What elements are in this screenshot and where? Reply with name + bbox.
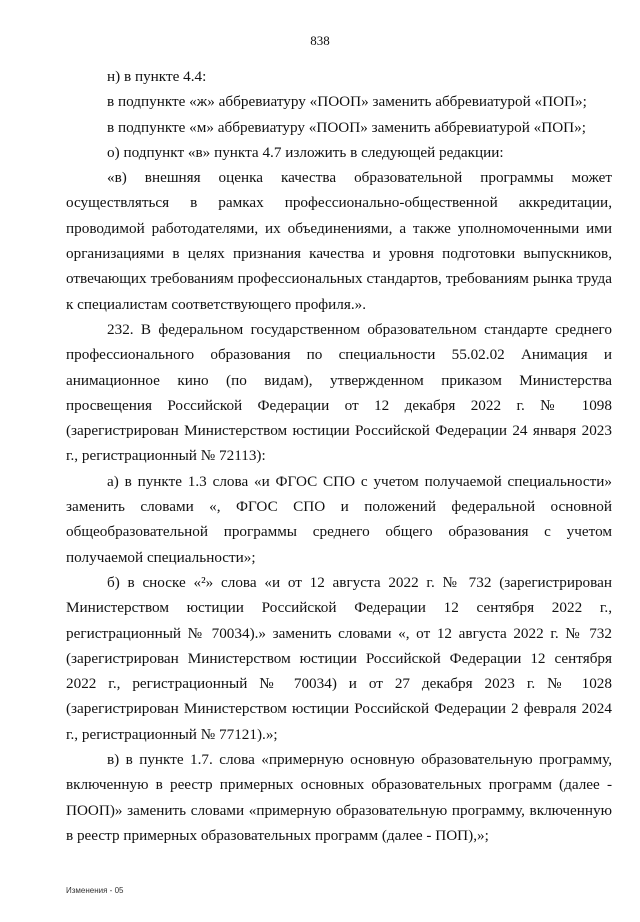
paragraph-item-n: н) в пункте 4.4: — [107, 68, 207, 85]
paragraph-quoted-text: «в) внешняя оценка качества образовательной программы может осуществляться в рамках профессионально-общественной аккредитации, проводимой работодателями, их объединениями, а также уполномоченными ими организациями в целях признания качества и уровня подготовки выпускников, отвечающих требованиям профессиональных стандартов, требованиям рынка труда к специалистам соответствующего профиля.». — [66, 169, 612, 313]
paragraph-subitem-m: в подпункте «м» аббревиатуру «ПООП» заменить аббревиатурой «ПОП»; — [107, 118, 586, 136]
footer-label: Изменения - 05 — [66, 886, 124, 895]
paragraph-subitem-zh: в подпункте «ж» аббревиатуру «ПООП» заменить аббревиатурой «ПОП»; — [107, 93, 587, 111]
paragraph-item-b: б) в сноске «²» слова «и от 12 августа 2022 г. № 732 (зарегистрирован Министерством юстиции Российской Федерации 12 сентября 2022 г., регистрационный № 70034).» заменить словами «, от 12 августа 2022 г. № 732 (зарегистрирован Министерством юстиции Российской Федерации 12 сентября 2022 г., регистрационный № 70034) и от 27 декабря 2023 г. № 1028 (зарегистрирован Министерством юстиции Российской Федерации 2 февраля 2024 г., регистрационный № 77121).»; — [66, 573, 612, 743]
paragraph-item-232: 232. В федеральном государственном образовательном стандарте среднего профессионального образования по специальности 55.02.02 Анимация и анимационное кино (по видам), утвержденном приказом Министерства просвещения Российской Федерации от 12 декабря 2022 г. № 1098 (зарегистрирован Министерством юстиции Российской Федерации 24 января 2023 г., регистрационный № 72113): — [66, 320, 612, 465]
paragraph-item-o: о) подпункт «в» пункта 4.7 изложить в следующей редакции: — [107, 143, 504, 161]
paragraph-item-v: в) в пункте 1.7. слова «примерную основную образовательную программу, включенную в реестр примерных основных образовательных программ (далее - ПООП)» заменить словами «примерную образовательную программу, включенную в реестр примерных образовательных программ (далее - ПОП),»; — [66, 751, 612, 844]
document-body — [66, 64, 612, 848]
page-number: 838 — [310, 33, 330, 48]
paragraph-item-a: а) в пункте 1.3 слова «и ФГОС СПО с учетом получаемой специальности» заменить словами «, ФГОС СПО и положений федеральной основной общеобразовательной программы среднего общего образования с учетом получаемой специальности»; — [66, 472, 612, 566]
